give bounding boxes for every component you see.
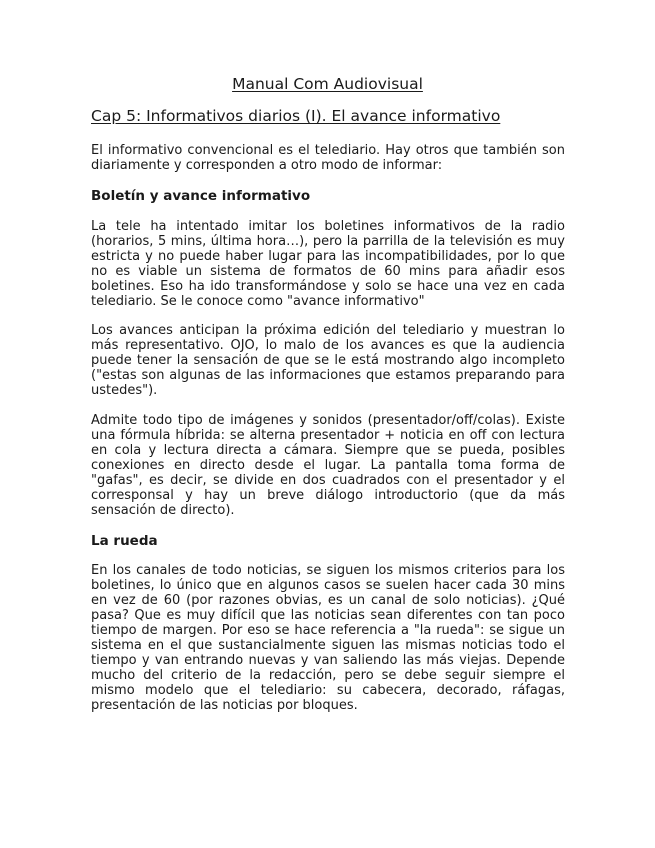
section-heading-rueda: La rueda [91,533,158,549]
paragraph-rueda-1: En los canales de todo noticias, se siguen los mismos criterios para los boletines, lo único que en algunos casos se suelen hacer cada 30 mins en vez de 60 (por razones obvias, es un canal de solo noticias). ¿Qué pasa? Que es muy difícil que las noticias sean diferentes con tan poco tiempo de margen. Por eso se hace referencia a "la rueda": se sigue un sistema en el que sustancialmente siguen las mismas noticias todo el tiempo y van entrando nuevas y van saliendo las más viejas. Depende mucho del criterio de la redacción, pero se debe seguir siempre el mismo modelo que el telediario: su cabecera, decorado, ráfagas, presentación de las noticias por bloques. [91,563,565,713]
paragraph-boletin-3: Admite todo tipo de imágenes y sonidos (presentador/off/colas). Existe una fórmula híbrida: se alterna presentador + noticia en off con lectura en cola y lectura directa a cámara. Siempre que se pueda, posibles conexiones en directo desde el lugar. La pantalla toma forma de "gafas", es decir, se divide en dos cuadrados con el presentador y el corresponsal y hay un breve diálogo introductorio (que da más sensación de directo). [91,413,565,518]
chapter-title: Cap 5: Informativos diarios (I). El avance informativo [91,107,501,125]
paragraph-boletin-2: Los avances anticipan la próxima edición del telediario y muestran lo más representativo. OJO, lo malo de los avances es que la audiencia puede tener la sensación de que se le está mostrando algo incompleto ("estas son algunas de las informaciones que estamos preparando para ustedes"). [91,323,565,398]
section-heading-boletin: Boletín y avance informativo [91,188,311,204]
intro-paragraph: El informativo convencional es el telediario. Hay otros que también son diariamente y corresponden a otro modo de informar: [91,143,565,173]
document-title: Manual Com Audiovisual [232,75,423,93]
paragraph-boletin-1: La tele ha intentado imitar los boletines informativos de la radio (horarios, 5 mins, última hora…), pero la parrilla de la televisión es muy estricta y no puede haber lugar para las incompatibilidades, por lo que no es viable un sistema de formatos de 60 mins para añadir esos boletines. Eso ha ido transformándose y solo se hace una vez en cada telediario. Se le conoce como "avance informativo" [91,219,565,309]
